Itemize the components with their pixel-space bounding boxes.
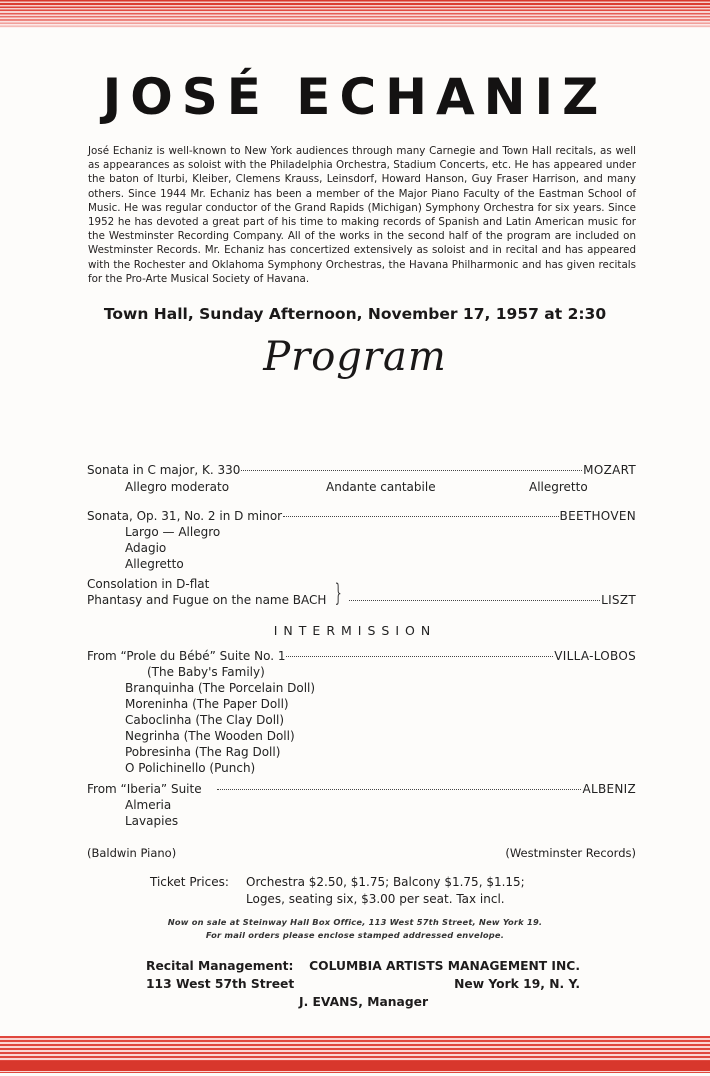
movement: Almeria: [125, 798, 172, 812]
movement: Moreninha (The Paper Doll): [125, 697, 289, 711]
program-item-mozart: [87, 462, 636, 495]
movement: Allegretto: [529, 480, 588, 494]
sale-line: Now on sale at Steinway Hall Box Office, 113 West 57th Street, New York 19.: [167, 917, 543, 927]
program-item-beethoven: [87, 508, 636, 572]
movement: Pobresinha (The Rag Doll): [125, 745, 281, 759]
management-name: COLUMBIA ARTISTS MANAGEMENT INC.: [309, 959, 580, 973]
composer-name: LISZT: [601, 593, 636, 607]
ticket-prices: [150, 874, 525, 908]
ticket-prices-label: Ticket Prices:: [150, 875, 229, 889]
composer-name: VILLA-LOBOS: [554, 649, 636, 663]
bottom-red-stripe-band: [0, 1036, 710, 1073]
management-street: 113 West 57th Street: [146, 977, 295, 991]
movement: O Polichinello (Punch): [125, 761, 256, 775]
program-item-albeniz: [87, 781, 636, 829]
dot-leader: [286, 656, 553, 657]
sale-info: [0, 916, 710, 942]
work-title: Sonata in C major, K. 330: [87, 463, 241, 477]
movement: Andante cantabile: [326, 480, 436, 494]
artist-biography: José Echaniz is well-known to New York audiences through many Carnegie and Town Hall recitals, as well as appearances as soloist with the Philadelphia Orchestra, Stadium Concerts, etc. He has appeared under the baton of Iturbi, Kleiber, Clemens Krauss, Leinsdorf, Howard Hanson, Guy Fraser Harrison, and many others. Since 1944 Mr. Echaniz has been a member of the Major Piano Faculty of the Eastman School of Music. He was regular conductor of the Grand Rapids (Michigan) Symphony Orchestra for six years. Since 1952 he has devoted a great part of his time to making records of Spanish and Latin American music for the Westminster Recording Company. All of the works in the second half of the program are included on Westminster Records. Mr. Echaniz has concertized extensively as soloist and in recital and has appeared with the Rochester and Oklahoma Symphony Orchestras, the Havana Philharmonic and has given recitals for the Pro-Arte Musical Society of Havana.: [88, 145, 636, 285]
management-label: Recital Management:: [146, 959, 294, 973]
dot-leader: [217, 789, 582, 790]
movement: Allegretto: [125, 557, 184, 571]
ticket-prices-line: Loges, seating six, $3.00 per seat. Tax incl.: [246, 892, 505, 906]
header-block: [0, 66, 710, 382]
work-title: Consolation in D-flat: [87, 577, 210, 591]
intermission-heading: INTERMISSION: [273, 623, 437, 638]
composer-name: BEETHOVEN: [559, 509, 636, 523]
dot-leader: [241, 470, 582, 471]
piano-credit: (Baldwin Piano): [87, 846, 177, 860]
composer-name: ALBENIZ: [582, 782, 636, 796]
management-manager: J. EVANS, Manager: [299, 995, 429, 1009]
recital-management: [146, 957, 580, 1011]
management-city: New York 19, N. Y.: [454, 977, 580, 991]
brace-icon: }: [335, 579, 343, 607]
event-date-venue: Town Hall, Sunday Afternoon, November 17, 1957 at 2:30: [103, 305, 607, 324]
movement: Negrinha (The Wooden Doll): [125, 729, 295, 743]
movement: Caboclinha (The Clay Doll): [125, 713, 285, 727]
program-item-villa-lobos: [87, 648, 636, 776]
top-red-stripe-band: [0, 0, 710, 28]
records-credit: (Westminster Records): [505, 846, 636, 860]
dot-leader: [283, 516, 558, 517]
work-subtitle: (The Baby's Family): [147, 665, 265, 679]
work-title: From “Prole du Bébé” Suite No. 1: [87, 649, 286, 663]
dot-leader: [349, 600, 600, 601]
movement: Branquinha (The Porcelain Doll): [125, 681, 316, 695]
work-title: Phantasy and Fugue on the name BACH: [87, 593, 327, 607]
program-heading: Program: [263, 334, 447, 381]
ticket-prices-line: Orchestra $2.50, $1.75; Balcony $1.75, $1.15;: [246, 875, 525, 889]
page-title: JOSÉ ECHANIZ: [102, 68, 608, 126]
sale-line: For mail orders please enclose stamped addressed envelope.: [205, 930, 505, 940]
program-item-liszt: [87, 576, 636, 608]
composer-name: MOZART: [583, 463, 636, 477]
work-title: Sonata, Op. 31, No. 2 in D minor: [87, 509, 283, 523]
movement: Allegro moderato: [125, 480, 230, 494]
work-title: From “Iberia” Suite: [87, 782, 202, 796]
movement: Largo — Allegro: [125, 525, 221, 539]
movement: Adagio: [125, 541, 167, 555]
movement: Lavapies: [125, 814, 179, 828]
